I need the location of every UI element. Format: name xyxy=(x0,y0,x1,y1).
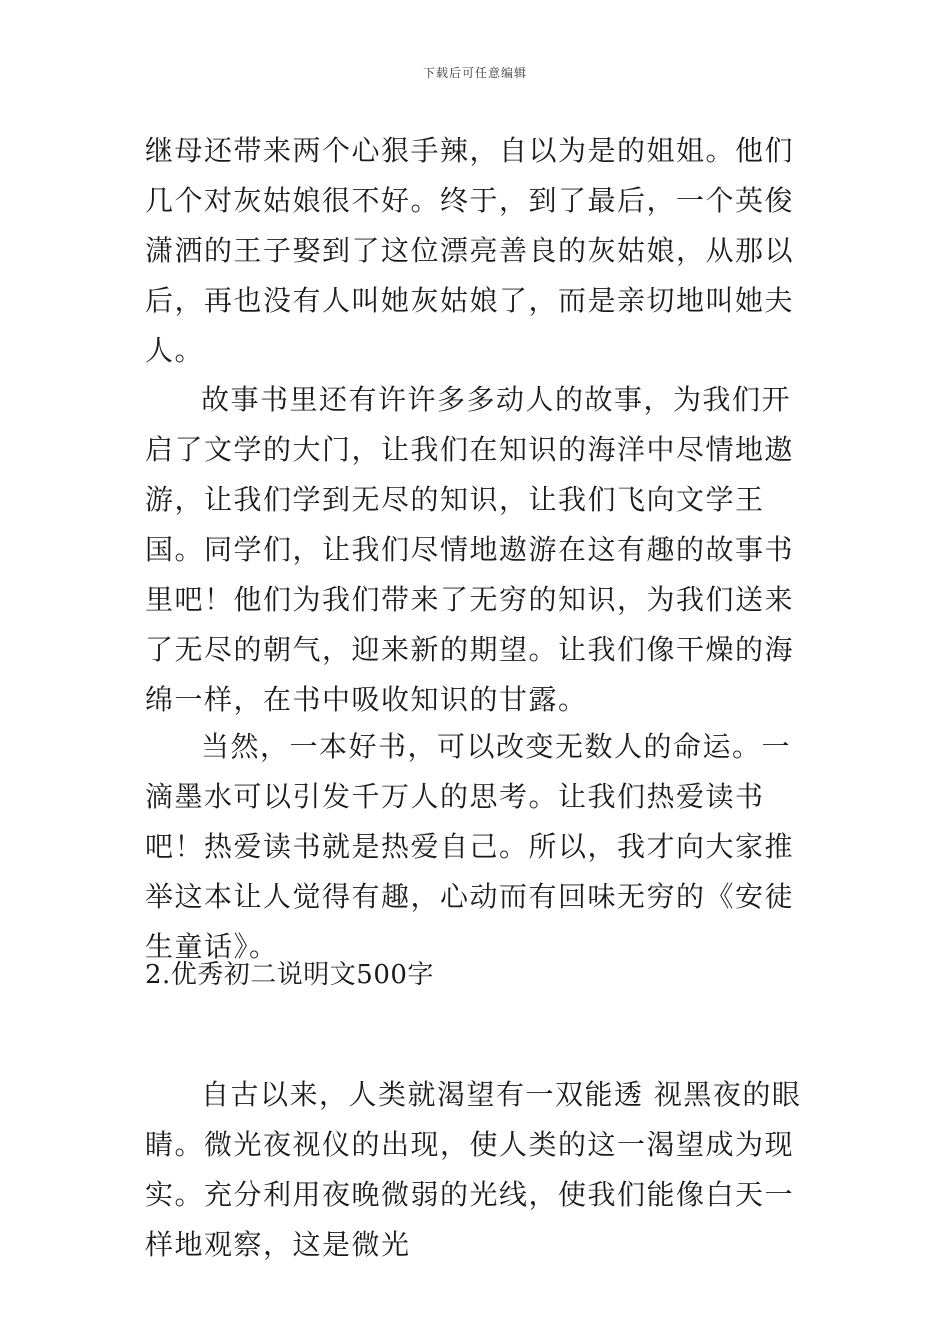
paragraph-night-vision: 自古以来，人类就渴望有一双能透 视黑夜的眼睛。微光夜视仪的出现，使人类的这一渴望成为现实。充分利用夜晚微弱的光线，使我们能像白天一样地观察，这是微光 xyxy=(145,1078,802,1261)
paragraph-storybook: 故事书里还有许许多多动人的故事，为我们开启了文学的大门，让我们在知识的海洋中尽情地遨游，让我们学到无尽的知识，让我们飞向文学王国。同学们，让我们尽情地遨游在这有趣的故事书里吧！他们为我们带来了无穷的知识，为我们送来了无尽的朝气，迎来新的期望。让我们像干燥的海绵一样，在书中吸收知识的甘露。 xyxy=(145,383,795,716)
paragraph-good-book: 当然，一本好书，可以改变无数人的命运。一滴墨水可以引发千万人的思考。让我们热爱读书吧！热爱读书就是热爱自己。所以，我才向大家推举这本让人觉得有趣，心动而有回味无穷的《安徒生童话》。 xyxy=(145,730,795,963)
section-heading: 2.优秀初二说明文500字 xyxy=(145,960,434,990)
page-header: 下载后可任意编辑 xyxy=(422,66,527,80)
paragraph-cinderella-ending: 继母还带来两个心狠手辣，自以为是的姐姐。他们几个对灰姑娘很不好。终于，到了最后，一个英俊潇洒的王子娶到了这位漂亮善良的灰姑娘，从那以后，再也没有人叫她灰姑娘了，而是亲切地叫她夫人。 xyxy=(145,134,795,367)
